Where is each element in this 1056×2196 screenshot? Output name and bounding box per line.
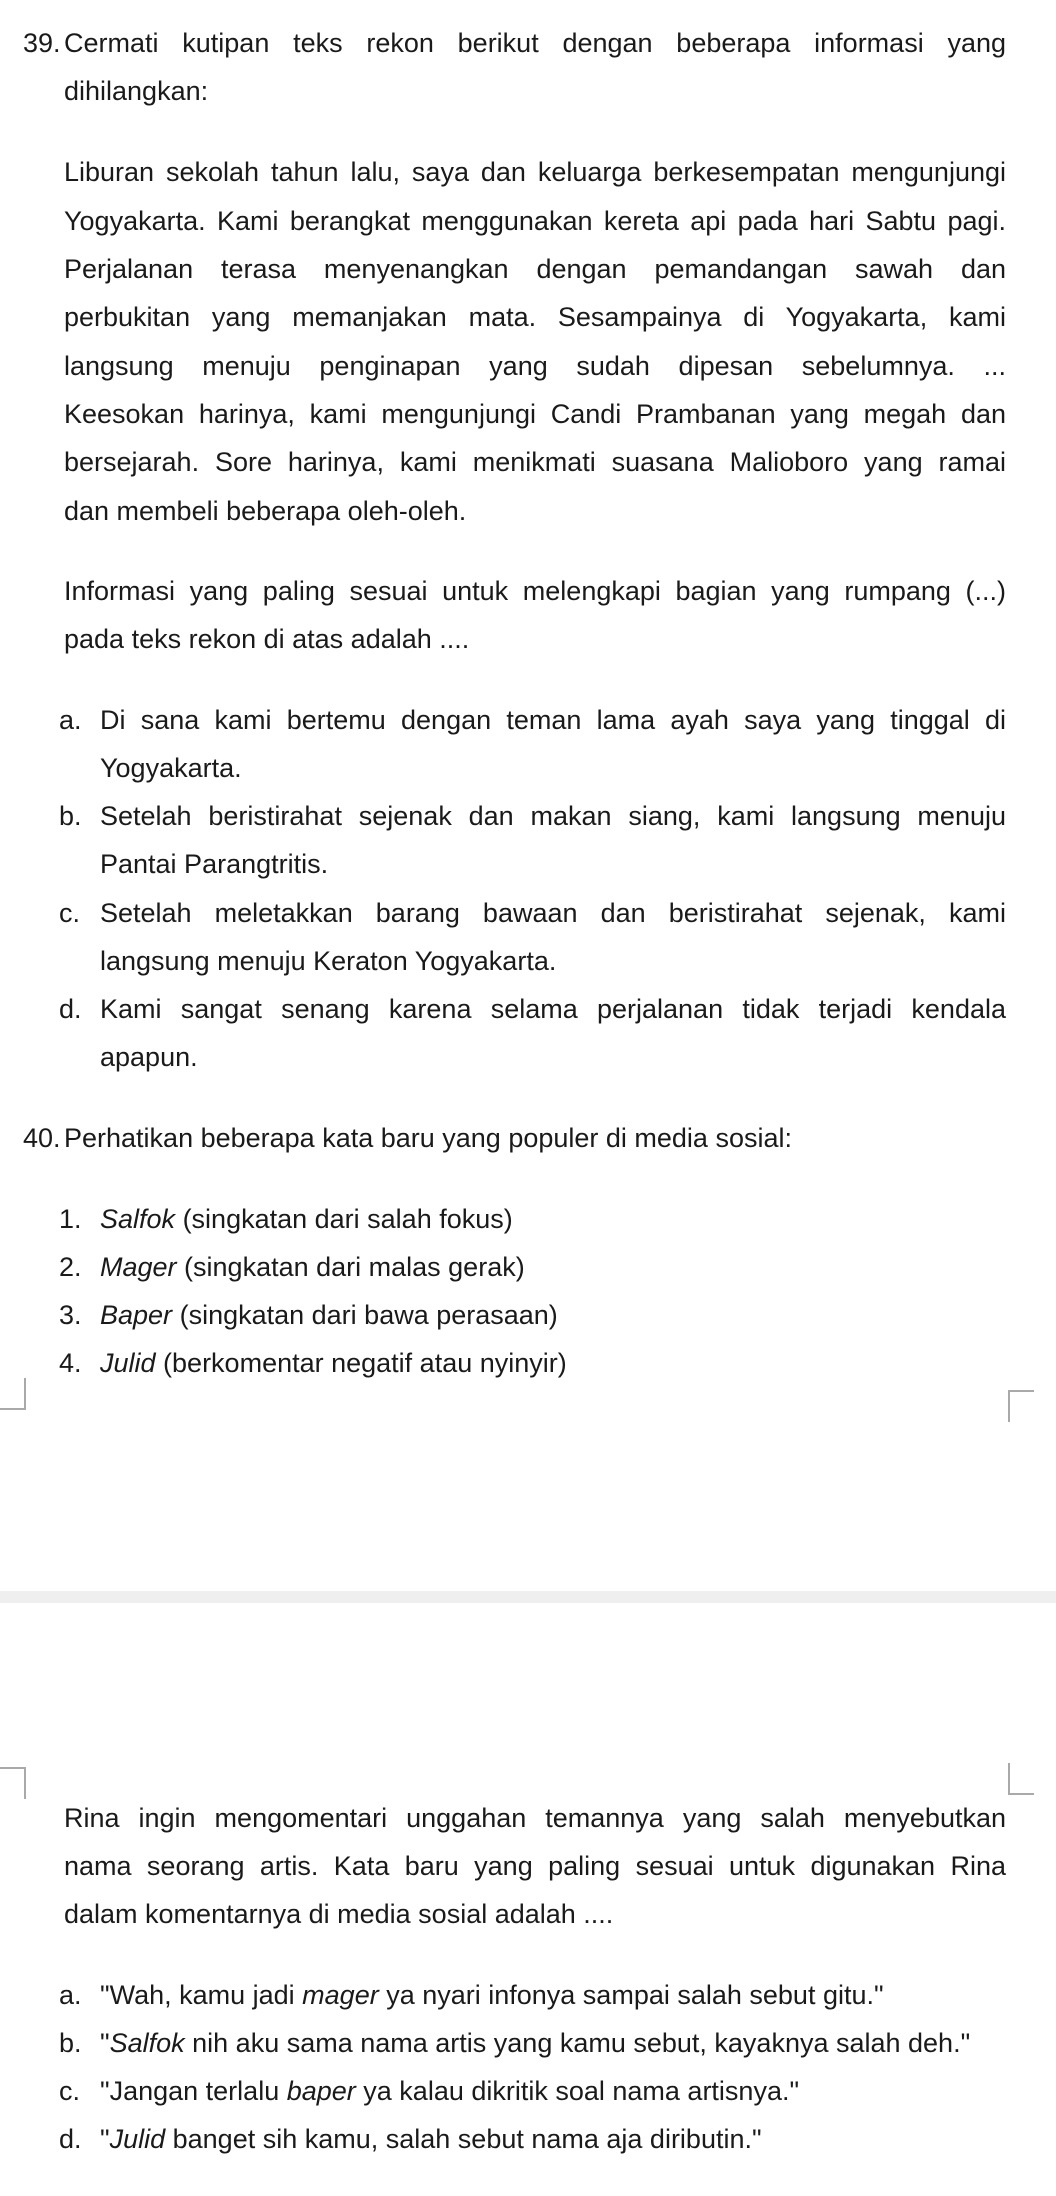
option-text-part: banget sih kamu, salah sebut nama aja diributin.": [165, 2124, 762, 2154]
option-letter: d.: [59, 994, 82, 1024]
option-text-cont: apapun.: [100, 1042, 198, 1072]
question-number: 39.: [23, 28, 61, 58]
option-text: [100, 1978, 884, 2012]
option-text-part: ": [100, 2028, 110, 2058]
word-number: 3.: [59, 1300, 82, 1330]
word-description: (berkomentar negatif atau nyinyir): [163, 1348, 567, 1378]
page-corner-mark: [0, 1767, 26, 1799]
option-text-cont: Pantai Parangtritis.: [100, 849, 329, 879]
option-text: Setelah beristirahat sejenak dan makan siang, kami langsung menuju: [100, 801, 1006, 831]
word-term: Baper: [100, 1300, 173, 1330]
question-prompt: Cermati kutipan teks rekon berikut dengan beberapa informasi yang: [64, 28, 1006, 58]
option-term: mager: [302, 1980, 379, 2010]
option-text-cont: langsung menuju Keraton Yogyakarta.: [100, 946, 557, 976]
option-text-part: "Wah, kamu jadi: [100, 1980, 303, 2010]
option-letter: c.: [59, 898, 81, 928]
question-text: Rina ingin mengomentari unggahan temannya yang salah menyebutkan: [64, 1803, 1006, 1833]
option-letter: b.: [59, 2028, 82, 2058]
passage-line: langsung menuju penginapan yang sudah dipesan sebelumnya. ...: [64, 351, 1006, 381]
question-text-cont: pada teks rekon di atas adalah ....: [64, 624, 470, 654]
word-text: [100, 1346, 567, 1380]
page-corner-mark: [1008, 1763, 1034, 1795]
option-text-part: "Jangan terlalu: [100, 2076, 287, 2106]
page-separator: [0, 1591, 1056, 1603]
option-letter: d.: [59, 2124, 82, 2154]
option-text-part: ": [100, 2124, 110, 2154]
option-text: Di sana kami bertemu dengan teman lama ayah saya yang tinggal di: [100, 705, 1006, 735]
question-prompt: Perhatikan beberapa kata baru yang populer di media sosial:: [64, 1123, 792, 1153]
option-text: [100, 2074, 799, 2108]
word-number: 4.: [59, 1348, 82, 1378]
passage-line: Liburan sekolah tahun lalu, saya dan keluarga berkesempatan mengunjungi: [64, 157, 1006, 187]
option-text-part: ya nyari infonya sampai salah sebut gitu.": [378, 1980, 884, 2010]
word-term: Salfok: [100, 1204, 176, 1234]
page-corner-mark: [0, 1378, 26, 1410]
passage-line: Yogyakarta. Kami berangkat menggunakan kereta api pada hari Sabtu pagi.: [64, 206, 1006, 236]
option-text: [100, 2026, 970, 2060]
option-term: Salfok: [109, 2028, 185, 2058]
question-text: dalam komentarnya di media sosial adalah ....: [64, 1899, 614, 1929]
word-description: (singkatan dari bawa perasaan): [179, 1300, 558, 1330]
option-letter: a.: [59, 705, 82, 735]
option-text-part: ya kalau dikritik soal nama artisnya.": [355, 2076, 800, 2106]
option-text-cont: Yogyakarta.: [100, 753, 242, 783]
question-prompt-cont: dihilangkan:: [64, 76, 209, 106]
option-text-part: nih aku sama nama artis yang kamu sebut, kayaknya salah deh.": [184, 2028, 971, 2058]
passage-line: Perjalanan terasa menyenangkan dengan pemandangan sawah dan: [64, 254, 1006, 284]
word-text: [100, 1298, 558, 1332]
word-text: [100, 1250, 525, 1284]
word-text: [100, 1202, 513, 1236]
word-term: Julid: [100, 1348, 156, 1378]
option-letter: b.: [59, 801, 82, 831]
passage-line: Keesokan harinya, kami mengunjungi Candi Prambanan yang megah dan: [64, 399, 1006, 429]
word-description: (singkatan dari malas gerak): [184, 1252, 525, 1282]
word-term: Mager: [100, 1252, 177, 1282]
question-text: Informasi yang paling sesuai untuk melengkapi bagian yang rumpang (...): [64, 576, 1006, 606]
question-text: nama seorang artis. Kata baru yang paling sesuai untuk digunakan Rina: [64, 1851, 1006, 1881]
passage-line: perbukitan yang memanjakan mata. Sesampainya di Yogyakarta, kami: [64, 302, 1006, 332]
question-number: 40.: [23, 1123, 61, 1153]
option-text: Kami sangat senang karena selama perjalanan tidak terjadi kendala: [100, 994, 1006, 1024]
page-corner-mark: [1008, 1390, 1034, 1422]
passage-line: dan membeli beberapa oleh-oleh.: [64, 496, 467, 526]
option-letter: c.: [59, 2076, 81, 2106]
option-text: Setelah meletakkan barang bawaan dan beristirahat sejenak, kami: [100, 898, 1006, 928]
option-text: [100, 2122, 762, 2156]
word-number: 2.: [59, 1252, 82, 1282]
option-letter: a.: [59, 1980, 82, 2010]
option-term: Julid: [109, 2124, 166, 2154]
passage-line: bersejarah. Sore harinya, kami menikmati suasana Malioboro yang ramai: [64, 447, 1006, 477]
word-number: 1.: [59, 1204, 82, 1234]
word-description: (singkatan dari salah fokus): [182, 1204, 513, 1234]
option-term: baper: [286, 2076, 356, 2106]
